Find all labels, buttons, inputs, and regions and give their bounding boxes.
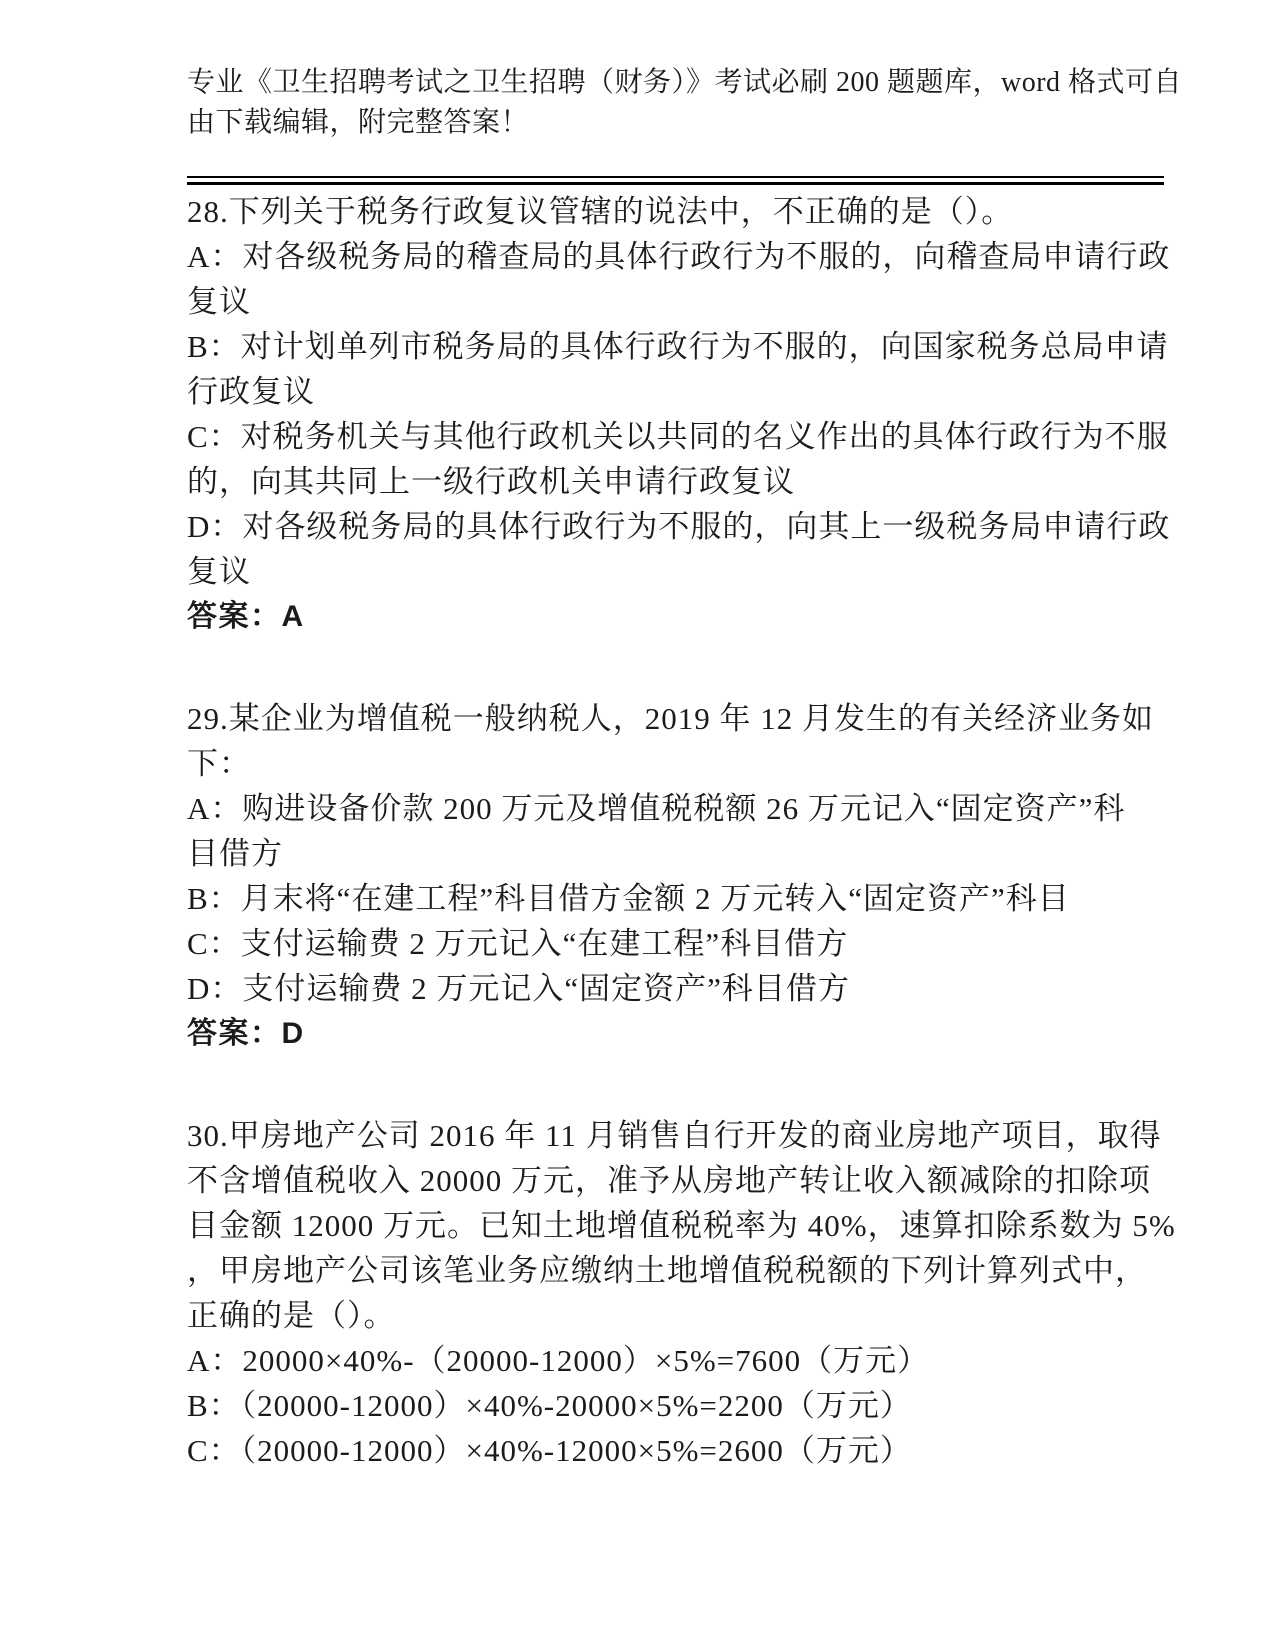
question-30-stem-line: 目金额 12000 万元。已知土地增值税税率为 40%，速算扣除系数为 5% [187,1208,1176,1243]
question-29-option-c-line: C：支付运输费 2 万元记入“在建工程”科目借方 [187,926,849,961]
question-30-option-b-line: B：（20000-12000）×40%-20000×5%=2200（万元） [187,1388,912,1423]
header-text-line: 由下载编辑，附完整答案！ [187,107,530,138]
header-text-line: 专业《卫生招聘考试之卫生招聘（财务）》考试必刷 200 题题库，word 格式可自 [187,67,1183,98]
question-28 [187,189,1171,639]
question-29-stem-line: 下： [187,746,251,781]
question-29-answer: 答案：D [187,1017,305,1050]
question-29 [187,696,1164,1056]
question-28-option-d-line: 复议 [187,554,251,589]
question-29-stem-line: 29.某企业为增值税一般纳税人，2019 年 12 月发生的有关经济业务如 [187,701,1154,736]
question-30-stem-line: ，甲房地产公司该笔业务应缴纳土地增值税税额的下列计算列式中， [187,1253,1147,1288]
question-29-option-d-line: D：支付运输费 2 万元记入“固定资产”科目借方 [187,971,850,1006]
question-28-option-a-line: A：对各级税务局的稽查局的具体行政行为不服的，向稽查局申请行政 [187,239,1171,274]
question-28-option-b-line: B：对计划单列市税务局的具体行政行为不服的，向国家税务总局申请 [187,329,1169,364]
question-28-option-b-line: 行政复议 [187,374,315,409]
page-header [187,0,1183,185]
question-29-option-a-line: A：购进设备价款 200 万元及增值税税额 26 万元记入“固定资产”科 [187,791,1126,826]
question-28-option-d-line: D：对各级税务局的具体行政行为不服的，向其上一级税务局申请行政 [187,509,1171,544]
document-page [187,0,1183,1473]
question-30-stem-line: 正确的是（）。 [187,1298,396,1333]
question-28-option-c-line: 的，向其共同上一级行政机关申请行政复议 [187,464,795,499]
question-30 [187,1113,1176,1473]
question-28-answer: 答案：A [187,600,305,633]
question-28-option-a-line: 复议 [187,284,251,319]
question-30-stem-line: 不含增值税收入 20000 万元，准予从房地产转让收入额减除的扣除项 [187,1163,1151,1198]
question-28-option-c-line: C：对税务机关与其他行政机关以共同的名义作出的具体行政行为不服 [187,419,1169,454]
question-30-option-a-line: A：20000×40%-（20000-12000）×5%=7600（万元） [187,1343,930,1378]
question-30-stem-line: 30.甲房地产公司 2016 年 11 月销售自行开发的商业房地产项目，取得 [187,1118,1162,1153]
header-divider-double-rule [187,176,1164,185]
question-29-option-b-line: B：月末将“在建工程”科目借方金额 2 万元转入“固定资产”科目 [187,881,1070,916]
question-30-option-c-line: C：（20000-12000）×40%-12000×5%=2600（万元） [187,1433,912,1468]
question-28-stem-line: 28.下列关于税务行政复议管辖的说法中，不正确的是（）。 [187,194,1014,229]
question-29-option-a-line: 目借方 [187,836,283,871]
questions-area [187,189,1176,1473]
